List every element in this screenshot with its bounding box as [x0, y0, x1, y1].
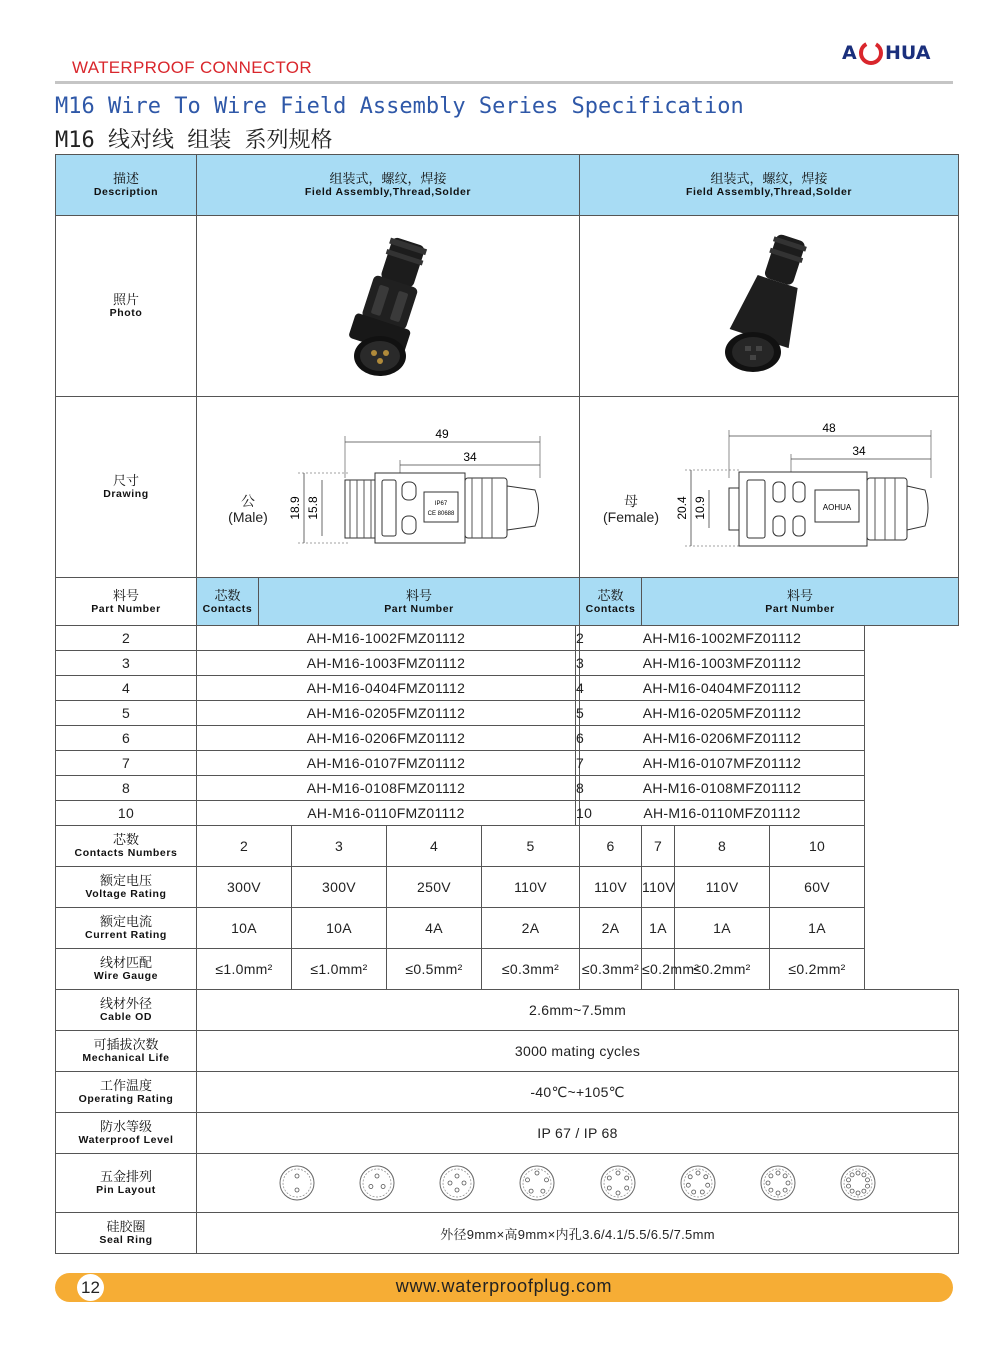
- spec-value: 10A: [197, 908, 292, 949]
- merged-spec-row: [56, 1113, 959, 1154]
- male-contacts: 10: [56, 801, 197, 826]
- logo-letter-a: A: [842, 42, 858, 64]
- spec-value: 300V: [197, 867, 292, 908]
- male-connector-image: [328, 230, 448, 380]
- male-part-number: AH-M16-1003FMZ01112: [197, 651, 576, 676]
- page-title-cn: M16 线对线 组装 系列规格: [55, 128, 333, 153]
- logo-text: HUA: [885, 42, 931, 64]
- description-row: [56, 155, 959, 216]
- merged-spec-row: [56, 1072, 959, 1113]
- spec-value: 110V: [482, 867, 580, 908]
- male-contacts: 7: [56, 751, 197, 776]
- pn-row: [56, 751, 959, 776]
- spec-value: 2: [197, 826, 292, 867]
- spec-value: 10A: [292, 908, 387, 949]
- female-height-1: 20.4: [674, 496, 689, 520]
- spec-label: 可插拔次数 Mechanical Life: [56, 1031, 197, 1072]
- pin-layout-7-icon: [679, 1164, 717, 1202]
- pin-layout-4-icon: [438, 1164, 476, 1202]
- male-part-number: AH-M16-0107FMZ01112: [197, 751, 576, 776]
- female-part-number: AH-M16-0404MFZ01112: [580, 676, 865, 701]
- pn-row: [56, 651, 959, 676]
- male-pn-header: 料号 Part Number: [259, 578, 580, 626]
- spec-label: 线材外径 Cable OD: [56, 990, 197, 1031]
- spec-value: ≤0.2mm²: [675, 949, 770, 990]
- seal-ring-row: [56, 1213, 959, 1254]
- male-contacts: 2: [56, 626, 197, 651]
- spec-value: 8: [675, 826, 770, 867]
- pin-layout-10-icon: [839, 1164, 877, 1202]
- section-title: WATERPROOF CONNECTOR: [72, 58, 312, 77]
- spec-value: ≤0.3mm²: [482, 949, 580, 990]
- spec-value: 110V: [580, 867, 642, 908]
- male-part-number: AH-M16-1002FMZ01112: [197, 626, 576, 651]
- female-contacts: 10: [576, 801, 580, 826]
- male-contacts: 4: [56, 676, 197, 701]
- pn-row: [56, 701, 959, 726]
- page-number: 12: [77, 1274, 104, 1301]
- male-drawing: [197, 397, 580, 578]
- spec-value: ≤0.2mm²: [770, 949, 865, 990]
- female-drawing: [580, 397, 959, 578]
- spec-value: 3: [292, 826, 387, 867]
- male-height-1: 18.9: [287, 496, 302, 520]
- merged-spec-row: [56, 990, 959, 1031]
- spec-value: 3000 mating cycles: [197, 1031, 959, 1072]
- spec-value: 6: [580, 826, 642, 867]
- female-stamp: AOHUA: [822, 503, 851, 512]
- female-contacts: 3: [576, 651, 580, 676]
- spec-value: 1A: [770, 908, 865, 949]
- spec-label: 芯数 Contacts Numbers: [56, 826, 197, 867]
- spec-value: 4: [387, 826, 482, 867]
- female-part-number: AH-M16-0205MFZ01112: [580, 701, 865, 726]
- pin-layout-6-icon: [599, 1164, 637, 1202]
- female-contacts: 7: [576, 751, 580, 776]
- male-contacts: 3: [56, 651, 197, 676]
- photo-row: [56, 216, 959, 397]
- male-part-number: AH-M16-0205FMZ01112: [197, 701, 576, 726]
- male-overall-length: 49: [434, 427, 449, 441]
- spec-label: 线材匹配 Wire Gauge: [56, 949, 197, 990]
- male-contacts-header: 芯数 Contacts: [197, 578, 259, 626]
- spec-row: [56, 908, 959, 949]
- female-contacts: 6: [576, 726, 580, 751]
- pn-row: [56, 801, 959, 826]
- female-label-cn: 母: [623, 493, 638, 509]
- female-drawing-svg: [581, 398, 958, 573]
- pin-layout-label: 五金排列 Pin Layout: [56, 1154, 197, 1213]
- website-link[interactable]: www.waterproofplug.com: [395, 1276, 613, 1296]
- footer-bar: [55, 1273, 953, 1302]
- spec-row: [56, 949, 959, 990]
- male-contacts: 8: [56, 776, 197, 801]
- spec-value: ≤1.0mm²: [292, 949, 387, 990]
- spec-value: -40℃~+105℃: [197, 1072, 959, 1113]
- description-label: 描述 Description: [56, 155, 197, 216]
- female-contacts: 5: [576, 701, 580, 726]
- male-height-2: 15.8: [305, 496, 320, 520]
- male-contacts: 5: [56, 701, 197, 726]
- seal-ring-value: 外径9mm×高9mm×内孔3.6/4.1/5.5/6.5/7.5mm: [197, 1213, 959, 1254]
- male-contacts: 6: [56, 726, 197, 751]
- female-pn-header: 料号 Part Number: [642, 578, 959, 626]
- male-body-length: 34: [462, 450, 477, 464]
- spec-value: 2.6mm~7.5mm: [197, 990, 959, 1031]
- male-part-number: AH-M16-0110FMZ01112: [197, 801, 576, 826]
- spec-value: 2A: [482, 908, 580, 949]
- female-part-number: AH-M16-0107MFZ01112: [580, 751, 865, 776]
- male-stamp-2: CE 80688: [427, 511, 454, 517]
- spec-value: 7: [642, 826, 675, 867]
- male-part-number: AH-M16-0404FMZ01112: [197, 676, 576, 701]
- spec-value: 1A: [642, 908, 675, 949]
- photo-label: 照片 Photo: [56, 216, 197, 397]
- merged-spec-row: [56, 1031, 959, 1072]
- drawing-label: 尺寸 Drawing: [56, 397, 197, 578]
- female-contacts-header: 芯数 Contacts: [580, 578, 642, 626]
- logo-mark-icon: [856, 39, 886, 67]
- pn-row: [56, 676, 959, 701]
- description-female: 组装式，螺纹，焊接 Field Assembly,Thread,Solder: [580, 155, 959, 216]
- female-connector-image: [709, 230, 829, 380]
- pin-layout-5-icon: [518, 1164, 556, 1202]
- spec-row: [56, 867, 959, 908]
- male-photo: [197, 216, 580, 397]
- spec-value: 4A: [387, 908, 482, 949]
- spec-label: 防水等级 Waterproof Level: [56, 1113, 197, 1154]
- spec-value: 110V: [642, 867, 675, 908]
- page-title-en: M16 Wire To Wire Field Assembly Series Specification: [55, 94, 744, 119]
- male-drawing-svg: [200, 398, 577, 573]
- pin-layout-row: [56, 1154, 959, 1213]
- description-male: 组装式，螺纹，焊接 Field Assembly,Thread,Solder: [197, 155, 580, 216]
- male-stamp-1: IP67: [434, 501, 447, 507]
- spec-value: 2A: [580, 908, 642, 949]
- pn-header-row: [56, 578, 959, 626]
- male-part-number: AH-M16-0108FMZ01112: [197, 776, 576, 801]
- pin-layout-cell: [197, 1154, 959, 1213]
- spec-row: [56, 826, 959, 867]
- female-overall-length: 48: [821, 421, 836, 435]
- drawing-row: [56, 397, 959, 578]
- spec-value: ≤0.5mm²: [387, 949, 482, 990]
- pin-layout-3-icon: [358, 1164, 396, 1202]
- spec-table: [55, 154, 959, 1254]
- spec-value: 250V: [387, 867, 482, 908]
- female-label-en: (Female): [602, 509, 659, 525]
- spec-value: ≤1.0mm²: [197, 949, 292, 990]
- female-part-number: AH-M16-0108MFZ01112: [580, 776, 865, 801]
- seal-ring-label: 硅胶圈 Seal Ring: [56, 1213, 197, 1254]
- male-label-en: (Male): [227, 509, 268, 525]
- spec-value: ≤0.3mm²: [580, 949, 642, 990]
- spec-value: 10: [770, 826, 865, 867]
- pn-row: [56, 776, 959, 801]
- spec-value: 60V: [770, 867, 865, 908]
- spec-value: 5: [482, 826, 580, 867]
- spec-label: 工作温度 Operating Rating: [56, 1072, 197, 1113]
- female-contacts: 2: [576, 626, 580, 651]
- spec-value: IP 67 / IP 68: [197, 1113, 959, 1154]
- female-part-number: AH-M16-1002MFZ01112: [580, 626, 865, 651]
- female-height-2: 10.9: [692, 496, 707, 520]
- spec-label: 额定电流 Current Rating: [56, 908, 197, 949]
- female-body-length: 34: [851, 444, 866, 458]
- spec-value: 110V: [675, 867, 770, 908]
- pn-row: [56, 726, 959, 751]
- pin-layout-2-icon: [278, 1164, 316, 1202]
- spec-value: 1A: [675, 908, 770, 949]
- female-contacts: 4: [576, 676, 580, 701]
- spec-value: ≤0.2mm²: [642, 949, 675, 990]
- header-rule: [55, 81, 953, 84]
- pin-layout-8-icon: [759, 1164, 797, 1202]
- pn-row: [56, 626, 959, 651]
- spec-value: 300V: [292, 867, 387, 908]
- male-label-cn: 公: [240, 493, 255, 509]
- spec-label: 额定电压 Voltage Rating: [56, 867, 197, 908]
- female-part-number: AH-M16-0206MFZ01112: [580, 726, 865, 751]
- male-part-number: AH-M16-0206FMZ01112: [197, 726, 576, 751]
- aohua-logo: [838, 36, 938, 70]
- female-photo: [580, 216, 959, 397]
- female-part-number: AH-M16-0110MFZ01112: [580, 801, 865, 826]
- female-part-number: AH-M16-1003MFZ01112: [580, 651, 865, 676]
- part-number-label: 料号 Part Number: [56, 578, 197, 626]
- female-contacts: 8: [576, 776, 580, 801]
